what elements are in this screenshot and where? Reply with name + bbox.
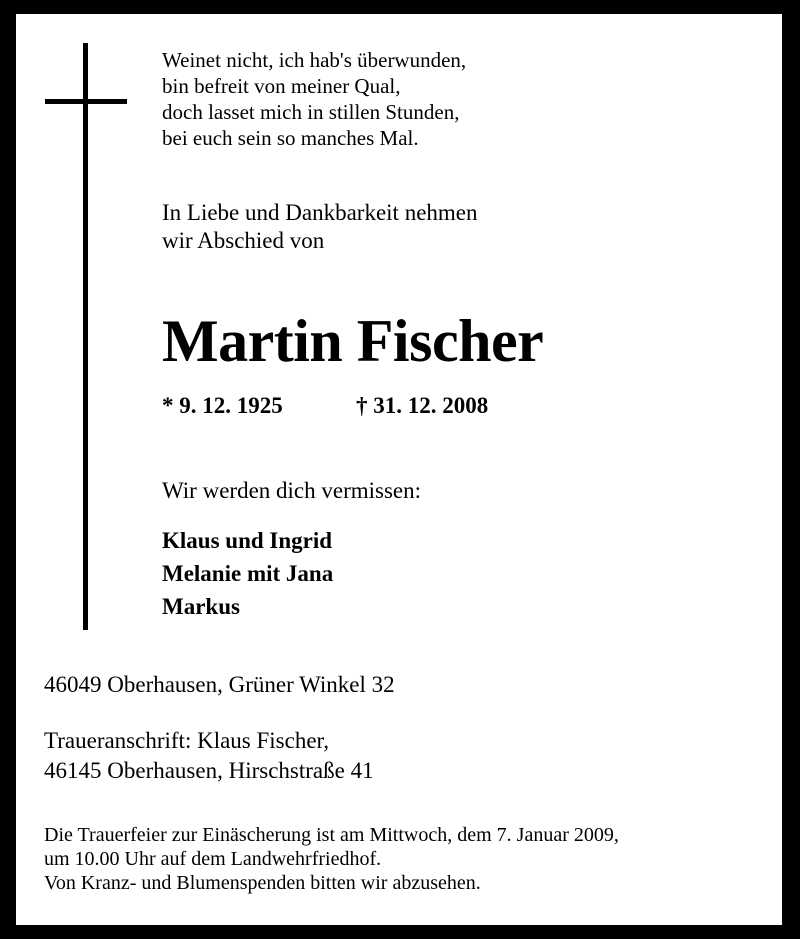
life-dates [162, 392, 489, 420]
cross-vertical-bar [83, 43, 88, 630]
mourning-address-line: Traueranschrift: Klaus Fischer, [44, 728, 330, 753]
mourner-name: Klaus und Ingrid [162, 528, 333, 553]
death-date: † 31. 12. 2008 [356, 393, 489, 418]
mourners-list [162, 524, 333, 623]
intro-line: In Liebe und Dankbarkeit nehmen [162, 200, 478, 225]
notice-line: Von Kranz- und Blumenspenden bitten wir abzusehen. [44, 872, 481, 894]
poem-line: bei euch sein so manches Mal. [162, 126, 419, 150]
poem [162, 47, 466, 151]
poem-line: Weinet nicht, ich hab's überwunden, [162, 48, 467, 72]
funeral-notice [44, 823, 619, 895]
intro-text [162, 199, 478, 255]
mourner-name: Markus [162, 594, 240, 619]
mourning-address [44, 726, 374, 786]
mourner-name: Melanie mit Jana [162, 561, 334, 586]
residence-address: 46049 Oberhausen, Grüner Winkel 32 [44, 672, 395, 697]
birth-date: * 9. 12. 1925 [162, 393, 283, 418]
poem-line: doch lasset mich in stillen Stunden, [162, 100, 460, 124]
deceased-name: Martin Fischer [162, 308, 544, 374]
notice-line: Die Trauerfeier zur Einäscherung ist am Mittwoch, dem 7. Januar 2009, [44, 824, 619, 846]
missing-line: Wir werden dich vermissen: [162, 478, 422, 503]
mourning-address-line: 46145 Oberhausen, Hirschstraße 41 [44, 758, 374, 783]
notice-line: um 10.00 Uhr auf dem Landwehrfriedhof. [44, 848, 382, 870]
cross-horizontal-bar [45, 99, 127, 104]
poem-line: bin befreit von meiner Qual, [162, 74, 401, 98]
intro-line: wir Abschied von [162, 228, 325, 253]
